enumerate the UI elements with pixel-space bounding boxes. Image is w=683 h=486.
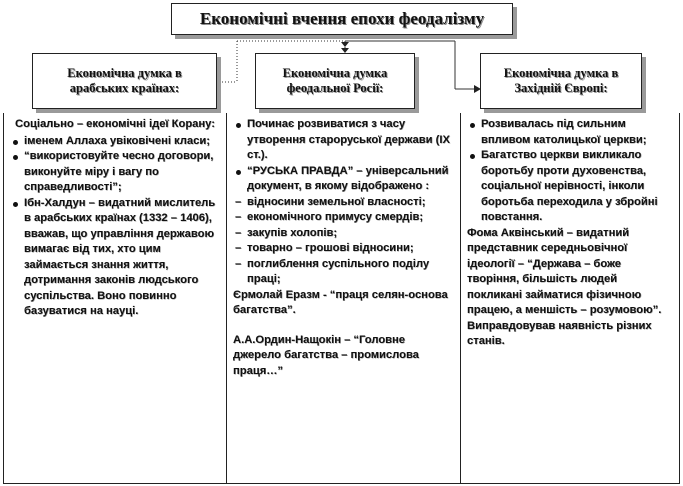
col1-bullet-3: Ібн-Халдун – видатний мислитель в арабських країнах (1332 – 1406), вважав, що управління державою вимагає від тих, хто цим займається знання життя, дотримання законів людського суспільства. Воно повинно базуватися на науці. xyxy=(10,196,220,320)
col2-paragraph-2: А.А.Ордин-Нащокін – “Головне джерело багатства – промислова праця…” xyxy=(233,333,419,377)
col2-dash-2: – економічного примусу смердів; xyxy=(233,210,454,226)
col1-bullet-list xyxy=(10,134,220,320)
col2-bullet-2: “РУСЬКА ПРАВДА” – універсальний документ, в якому відображено : xyxy=(233,164,454,195)
col2-bullet-1: Починає розвиватися з часу утворення староруської держави (IX ст.). xyxy=(233,117,454,164)
header-europe-text: Економічна думка в Західній Європі: xyxy=(503,66,619,95)
header-feudal-russia xyxy=(255,53,415,109)
header-arab-countries xyxy=(32,53,217,109)
col2-dash-5: – поглиблення суспільного поділу праці; xyxy=(233,257,454,288)
col3-bullet-2: Багатство церкви викликало боротьбу проти духовенства, соціальної нерівності, інколи боротьба переходила у збройні повстання. xyxy=(467,148,673,226)
diagram-title xyxy=(171,3,513,35)
col3-paragraph: Фома Аквінський – видатний представник середньовічної ідеології – “Держава – боже творіння, більшість людей покликані займатися фізичною працею, а меншість – розумовою”. Виправдовував наявність різних станів. xyxy=(467,226,662,347)
col2-dash-3: – закупів холопів; xyxy=(233,226,454,242)
column-arab-countries xyxy=(3,113,227,484)
col1-bullet-2: “використовуйте чесно договори, виконуйте міру і вагу по справедливості”; xyxy=(10,149,220,196)
col2-paragraph-1: Єрмолай Еразм - “праця селян-основа багатства”. xyxy=(233,288,448,316)
col3-bullet-1: Розвивалась під сильним впливом католицької церкви; xyxy=(467,117,673,148)
header-russia-text: Економічна думка феодальної Росії: xyxy=(282,66,388,95)
header-western-europe xyxy=(480,53,642,109)
col2-spacer xyxy=(233,319,454,333)
col1-bullet-1: іменем Аллаха увіковічені класи; xyxy=(10,134,220,150)
col1-intro: Соціально – економічні ідеї Корану: xyxy=(15,118,215,130)
arrow-center-top xyxy=(341,42,349,47)
col2-dash-4: – товарно – грошові відносини; xyxy=(233,241,454,257)
header-arab-text: Економічна думка в арабських країнах: xyxy=(67,66,182,95)
title-text: Економічні вчення епохи феодалізму xyxy=(199,9,485,28)
col3-bullet-list xyxy=(467,117,673,226)
col2-dash-1: – відносини земельної власності; xyxy=(233,195,454,211)
column-western-europe xyxy=(461,113,680,484)
col2-bullet-list xyxy=(233,117,454,195)
col2-dash-list xyxy=(233,195,454,288)
column-feudal-russia xyxy=(227,113,461,484)
